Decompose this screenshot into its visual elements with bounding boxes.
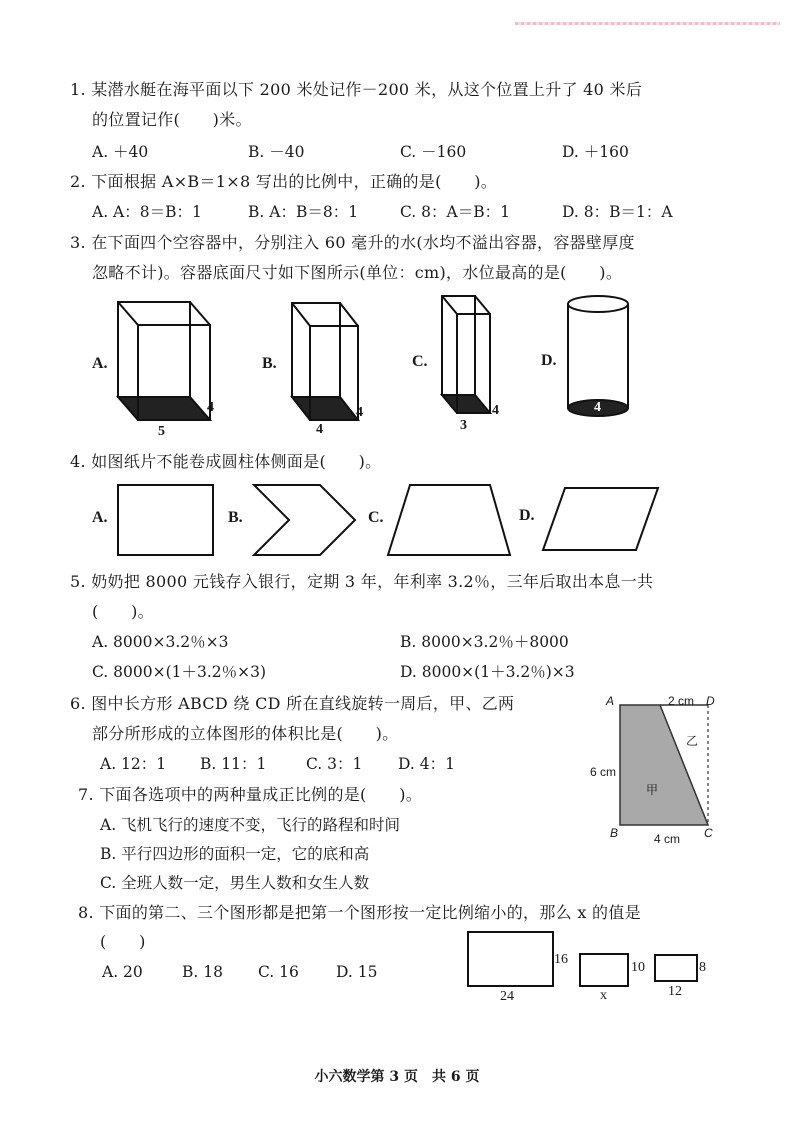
q6-label-jia: 甲 [646,783,659,797]
q1-option-a: A. ＋40 [92,143,149,161]
q6-option-c: C. 3：1 [306,755,363,773]
q2-option-d: D. 8：B＝1：A [562,203,673,221]
q5-stem-line1: 5. 奶奶把 8000 元钱存入银行，定期 3 年，年利率 3.2％，三年后取出本息一共 [70,572,654,591]
q3-label-d: D. [541,352,557,369]
q3-label-a: A. [92,355,108,372]
q8-rect1-height: 16 [554,952,568,967]
q1-option-d: D. ＋160 [562,143,629,161]
q8-stem-line1: 8. 下面的第二、三个图形都是把第一个图形按一定比例缩小的，那么 x 的值是 [78,903,641,922]
q5-option-b: B. 8000×3.2％＋8000 [400,633,569,651]
q4-stem: 4. 如图纸片不能卷成圆柱体侧面是( )。 [70,452,382,471]
q3-label-c: C. [412,353,428,370]
q1-stem-line2: 的位置记作( )米。 [92,110,252,129]
q7-option-b: B. 平行四边形的面积一定，它的底和高 [100,845,370,863]
q6-option-b: B. 11：1 [200,755,267,773]
q3-dim-d-diameter: 4 [594,400,601,415]
q7-option-c: C. 全班人数一定，男生人数和女生人数 [100,874,370,892]
q6-option-d: D. 4：1 [398,755,455,773]
q8-rect2-height: 10 [631,960,645,975]
q6-label-yi: 乙 [686,734,699,748]
q6-stem-line2: 部分所形成的立体图形的体积比是( )。 [92,724,399,743]
q8-option-a: A. 20 [102,963,143,981]
q5-option-c: C. 8000×(1＋3.2％×3) [92,663,267,681]
q2-option-b: B. A：B＝8：1 [248,203,359,221]
q3-dim-c-depth: 4 [492,403,499,418]
q6-dim-left: 6 cm [590,765,617,779]
q8-rect-1 [468,932,553,986]
q8-stem-line2: ( ) [100,932,146,951]
q3-dim-c-width: 3 [460,418,467,433]
q8-option-c: C. 16 [258,963,299,981]
q1-stem-line1: 1. 某潜水艇在海平面以下 200 米处记作－200 米，从这个位置上升了 40 米后 [70,80,643,99]
q8-rect1-width: 24 [500,989,514,1004]
q6-vertex-c: C [704,826,713,840]
q4-label-d: D. [519,507,535,524]
q2-option-a: A. A：8＝B：1 [92,203,202,221]
q3-dim-b-width: 4 [316,422,323,437]
q3-dim-b-depth: 4 [356,405,363,420]
q8-rect2-width: x [600,988,607,1003]
q4-label-c: C. [368,509,384,526]
q1-option-b: B. －40 [248,143,305,161]
q6-vertex-d: D [706,694,715,708]
q3-stem-line1: 3. 在下面四个空容器中，分别注入 60 毫升的水(水均不溢出容器，容器壁厚度 [70,233,635,252]
q6-option-a: A. 12：1 [100,755,167,773]
q7-option-a: A. 飞机飞行的速度不变，飞行的路程和时间 [100,816,401,834]
q8-rect3-height: 8 [699,960,706,975]
q4-label-b: B. [228,509,243,526]
q3-stem-line2: 忽略不计)。容器底面尺寸如下图所示(单位：cm)，水位最高的是( )。 [92,263,623,282]
q5-option-a: A. 8000×3.2％×3 [92,633,229,651]
page-footer: 小六数学第 3 页 共 6 页 [314,1069,480,1085]
q8-rect-3 [655,955,697,981]
q7-stem: 7. 下面各选项中的两种量成正比例的是( )。 [78,785,423,804]
q6-vertex-b: B [610,826,619,840]
q5-stem-line2: ( )。 [92,602,154,621]
q5-option-d: D. 8000×(1＋3.2％)×3 [400,663,575,681]
q2-option-c: C. 8：A＝B：1 [400,203,510,221]
q4-label-a: A. [92,509,108,526]
q8-rect-2 [580,954,628,986]
q8-option-d: D. 15 [336,963,378,981]
q8-rect3-width: 12 [668,984,682,999]
q6-dim-bottom: 4 cm [654,832,681,846]
q3-dim-a-width: 5 [158,424,165,439]
q8-option-b: B. 18 [182,963,223,981]
q6-vertex-a: A [606,694,615,708]
q6-dim-top: 2 cm [668,694,695,708]
q2-stem: 2. 下面根据 A×B＝1×8 写出的比例中，正确的是( )。 [70,172,498,191]
q3-label-b: B. [262,355,277,372]
q1-option-c: C. －160 [400,143,467,161]
q3-dim-a-depth: 4 [207,400,214,415]
q6-stem-line1: 6. 图中长方形 ABCD 绕 CD 所在直线旋转一周后，甲、乙两 [70,694,515,713]
